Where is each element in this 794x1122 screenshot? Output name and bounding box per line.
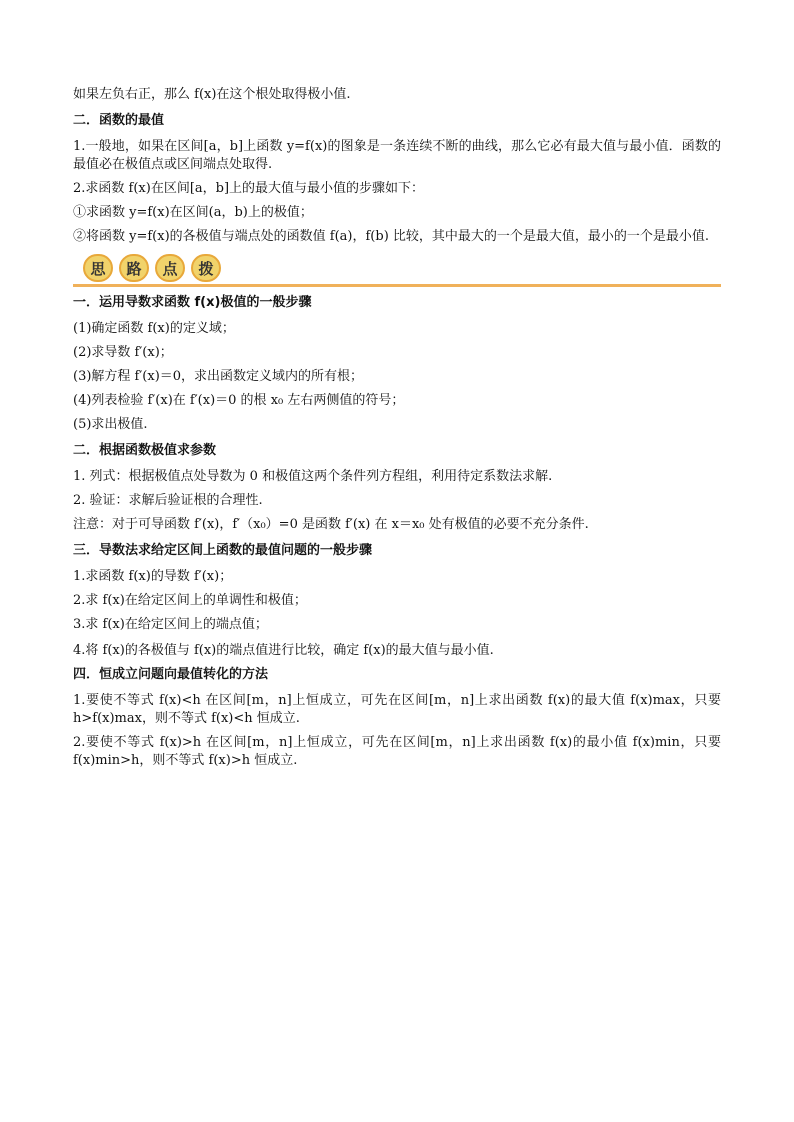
banner-char-2: 路 — [119, 254, 149, 282]
tip2-item-2: 2. 验证：求解后验证根的合理性. — [73, 493, 263, 508]
banner-rule — [73, 284, 721, 287]
banner-char-1: 思 — [83, 254, 113, 282]
tip1-item-2: (2)求导数 f′(x)； — [73, 345, 173, 360]
thinking-tips-banner — [73, 254, 721, 288]
tip-title-4: 四．恒成立问题向最值转化的方法 — [73, 667, 269, 682]
paragraph-max-min-2: 2.求函数 f(x)在区间[a，b]上的最大值与最小值的步骤如下： — [73, 181, 425, 196]
section-title-max-min: 二．函数的最值 — [73, 113, 165, 128]
tip3-item-1: 1.求函数 f(x)的导数 f′(x)； — [73, 569, 233, 584]
tip1-item-4: (4)列表检验 f′(x)在 f′(x)＝0 的根 x₀ 左右两侧值的符号； — [73, 393, 405, 408]
paragraph-max-min-3: ①求函数 y=f(x)在区间(a，b)上的极值； — [73, 205, 313, 220]
tip4-item-2: 2.要使不等式 f(x)>h 在区间[m，n]上恒成立，可先在区间[m，n]上求出函数 f(x)的最小值 f(x)min，只要 f(x)min>h，则不等式 f(x)>h 恒成立. — [73, 735, 721, 768]
tip4-item-1: 1.要使不等式 f(x)<h 在区间[m，n]上恒成立，可先在区间[m，n]上求出函数 f(x)的最大值 f(x)max，只要 h>f(x)max，则不等式 f(x)<h 恒成立. — [73, 693, 721, 726]
paragraph-max-min-4: ②将函数 y=f(x)的各极值与端点处的函数值 f(a)，f(b) 比较，其中最大的一个是最大值，最小的一个是最小值. — [73, 229, 710, 244]
tip1-item-5: (5)求出极值. — [73, 417, 148, 432]
banner-char-4: 拨 — [191, 254, 221, 282]
intro-line: 如果左负右正，那么 f(x)在这个根处取得极小值. — [73, 87, 351, 102]
tip3-item-3: 3.求 f(x)在给定区间上的端点值； — [73, 617, 268, 632]
paragraph-max-min-1: 1.一般地，如果在区间[a，b]上函数 y=f(x)的图象是一条连续不断的曲线，那么它必有最大值与最小值．函数的最值必在极值点或区间端点处取得. — [73, 139, 721, 172]
tip-title-3: 三．导数法求给定区间上函数的最值问题的一般步骤 — [73, 543, 373, 558]
banner-char-3: 点 — [155, 254, 185, 282]
tip2-note: 注意：对于可导函数 f′(x)，f′（x₀）=0 是函数 f′(x) 在 x＝x₀ 处有极值的必要不充分条件. — [73, 517, 589, 532]
tip3-item-4: 4.将 f(x)的各极值与 f(x)的端点值进行比较，确定 f(x)的最大值与最小值. — [73, 643, 494, 658]
tip-title-2: 二．根据函数极值求参数 — [73, 443, 217, 458]
tip3-item-2: 2.求 f(x)在给定区间上的单调性和极值； — [73, 593, 307, 608]
tip2-item-1: 1. 列式：根据极值点处导数为 0 和极值这两个条件列方程组，利用待定系数法求解. — [73, 469, 553, 484]
document-page — [73, 86, 721, 770]
tip1-item-3: (3)解方程 f′(x)＝0，求出函数定义域内的所有根； — [73, 369, 364, 384]
tip1-item-1: (1)确定函数 f(x)的定义域； — [73, 321, 235, 336]
tip-title-1: 一．运用导数求函数 f(x)极值的一般步骤 — [73, 295, 312, 310]
